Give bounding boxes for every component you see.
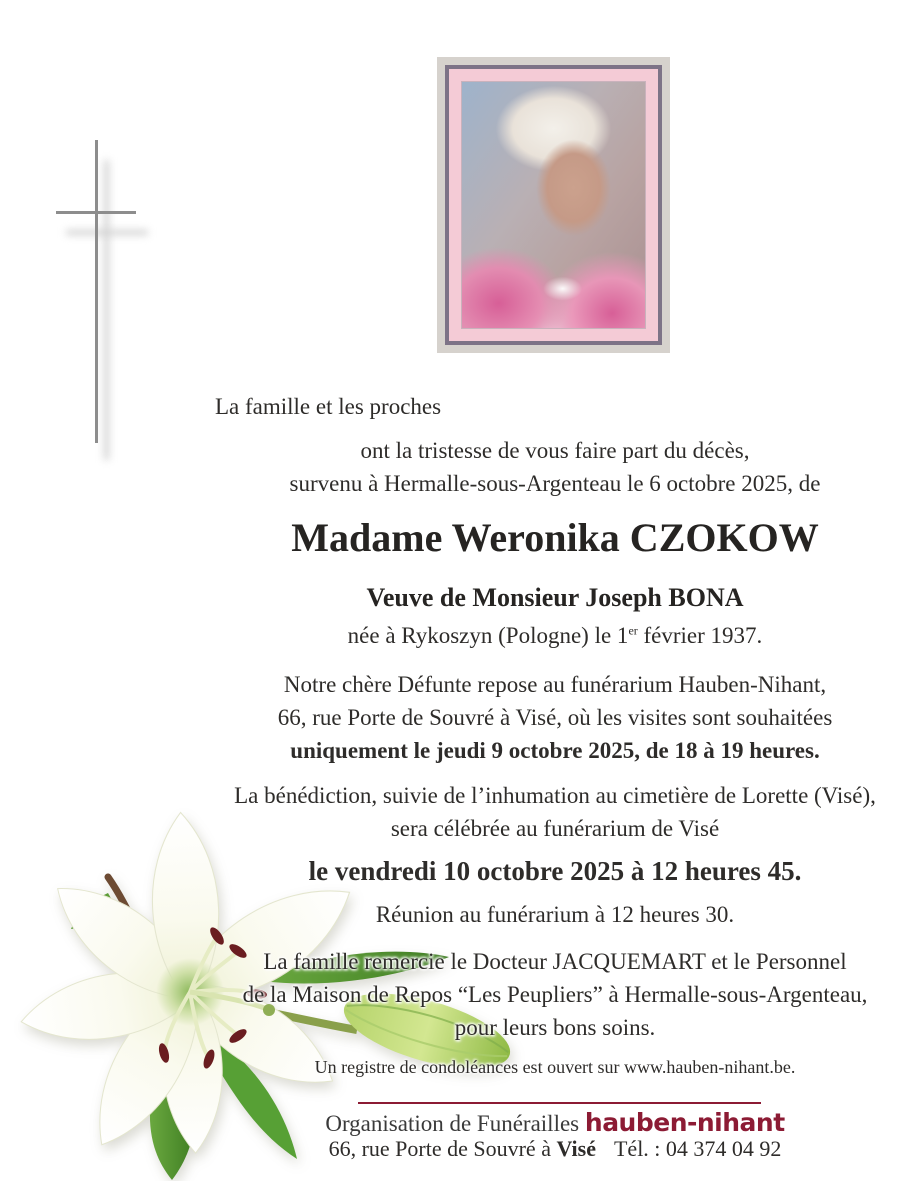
footer-address-city: Visé bbox=[556, 1136, 596, 1161]
cross-vertical-bar bbox=[95, 140, 98, 443]
footer-address-prefix: 66, rue Porte de Souvré à bbox=[328, 1136, 557, 1161]
thanks-line-3: pour leurs bons soins. bbox=[454, 1015, 656, 1040]
thanks-line-2: de la Maison de Repos “Les Peupliers” à Hermalle-sous-Argenteau, bbox=[242, 982, 868, 1007]
reunion-line: Réunion au funérarium à 12 heures 30. bbox=[375, 902, 735, 927]
footer-brand-logo: hauben-nihant bbox=[584, 1108, 785, 1137]
ceremony-date-line: le vendredi 10 octobre 2025 à 12 heures 45. bbox=[308, 856, 802, 886]
widow-line: Veuve de Monsieur Joseph BONA bbox=[366, 583, 744, 612]
intro-line-3: survenu à Hermalle-sous-Argenteau le 6 octobre 2025, de bbox=[289, 471, 821, 496]
deceased-name: Madame Weronika CZOKOW bbox=[291, 515, 819, 560]
cross-shadow-horizontal bbox=[66, 230, 148, 235]
birth-line bbox=[185, 622, 918, 650]
portrait-photo bbox=[461, 81, 646, 329]
birth-line-suffix: février 1937. bbox=[637, 623, 763, 648]
condolence-register-line: Un registre de condoléances est ouvert sur www.hauben-nihant.be. bbox=[314, 1057, 796, 1077]
thanks-line-1: La famille remercie le Docteur JACQUEMART et le Personnel bbox=[263, 949, 847, 974]
birth-line-prefix: née à Rykoszyn (Pologne) le 1 bbox=[347, 623, 629, 648]
portrait-photo-frame bbox=[437, 57, 670, 353]
visit-hours-line: uniquement le jeudi 9 octobre 2025, de 18 à 19 heures. bbox=[290, 738, 820, 763]
footer-address-line bbox=[185, 1136, 918, 1162]
birth-line-ordinal: er bbox=[628, 623, 638, 638]
repose-line-1: Notre chère Défunte repose au funérarium Hauben-Nihant, bbox=[283, 672, 827, 697]
cross-horizontal-bar bbox=[56, 211, 136, 214]
blessing-line-1: La bénédiction, suivie de l’inhumation au cimetière de Lorette (Visé), bbox=[234, 783, 876, 808]
portrait-photo-inner-frame bbox=[445, 65, 662, 345]
intro-line-1: La famille et les proches bbox=[215, 394, 442, 419]
footer-organisation-label: Organisation de Funérailles bbox=[325, 1111, 580, 1136]
blessing-line-2: sera célébrée au funérarium de Visé bbox=[390, 816, 720, 841]
footer-separator bbox=[358, 1102, 761, 1104]
intro-line-2: ont la tristesse de vous faire part du décès, bbox=[360, 438, 750, 463]
cross-shadow-vertical bbox=[104, 160, 109, 460]
footer-organisation-line bbox=[185, 1108, 918, 1137]
repose-line-2: 66, rue Porte de Souvré à Visé, où les visites sont souhaitées bbox=[277, 705, 833, 730]
footer-telephone: Tél. : 04 374 04 92 bbox=[613, 1136, 782, 1161]
